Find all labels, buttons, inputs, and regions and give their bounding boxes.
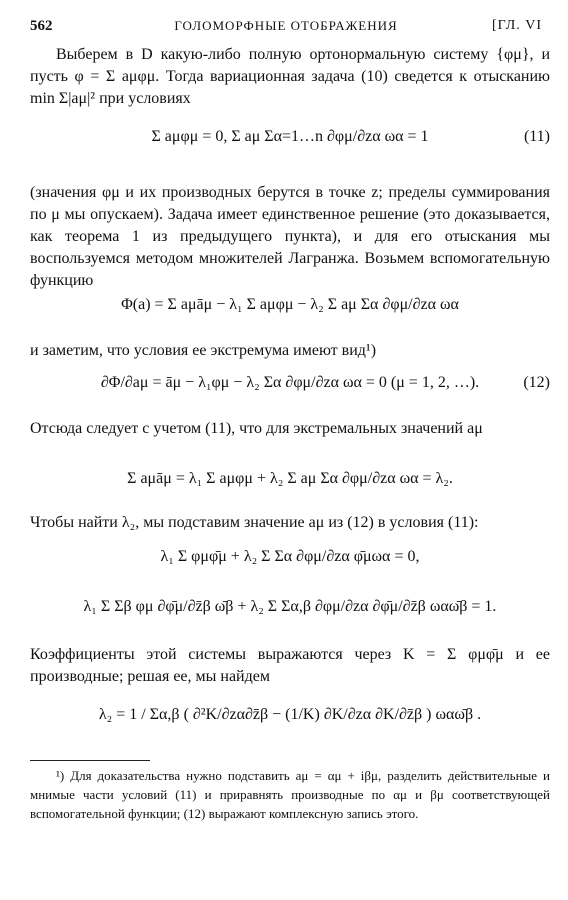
running-title: ГОЛОМОРФНЫЕ ОТОБРАЖЕНИЯ (174, 18, 398, 33)
equation-phi: Φ(a) = Σ aμāμ − λ₁ Σ aμφμ − λ₂ Σ aμ Σα ∂φμ/∂zα ωα (121, 296, 459, 313)
equation-11-number: (11) (523, 128, 550, 145)
paragraph-1: Выберем в D какую-либо полную ортонормальную систему {φμ}, и пусть φ = Σ aμφμ. Тогда вариационная задача (10) сведется к отысканию min Σ|aμ|² при условиях (30, 46, 550, 107)
footnote-rule (30, 760, 150, 761)
equation-12-number: (12) (523, 374, 550, 391)
chapter-label: [ГЛ. VI (492, 18, 542, 33)
paragraph-6: Коэффициенты этой системы выражаются через K = Σ φμφ̄μ и ее производные; решая ее, мы найдем (30, 646, 550, 685)
equation-12 (30, 374, 550, 392)
equation-11 (30, 128, 550, 146)
equation-16: λ₂ = 1 / Σα,β ( ∂²K/∂zα∂z̄β − (1/K) ∂K/∂zα ∂K/∂z̄β ) ωαω̄β . (98, 706, 482, 723)
paragraph-3: и заметим, что условия ее экстремума имеют вид¹) (30, 342, 377, 359)
equation-15: λ₁ Σ Σβ φμ ∂φ̄μ/∂z̄β ω̄β + λ₂ Σ Σα,β ∂φμ/∂zα ∂φ̄μ/∂z̄β ωαω̄β = 1. (83, 598, 497, 615)
equation-14: λ₁ Σ φμφ̄μ + λ₂ Σ Σα ∂φμ/∂zα φ̄μωα = 0, (160, 548, 420, 565)
paragraph-5: Чтобы найти λ₂, мы подставим значение aμ из (12) в условия (11): (30, 514, 479, 531)
footnote: ¹) Для доказательства нужно подставить aμ = αμ + iβμ, разделить действительные и мнимые части условий (11) и приравнять производные по αμ и βμ соответствующей вспомогательной функции; (12) выражают комплексную запись этого. (30, 768, 550, 821)
page-number: 562 (30, 18, 53, 34)
equation-11-body: Σ aμφμ = 0, Σ aμ Σα=1…n ∂φμ/∂zα ωα = 1 (151, 128, 429, 145)
equation-13: Σ aμāμ = λ₁ Σ aμφμ + λ₂ Σ aμ Σα ∂φμ/∂zα ωα = λ₂. (127, 470, 453, 487)
paragraph-2: (значения φμ и их производных берутся в точке z; пределы суммирования по μ мы опускаем). Задача имеет единственное решение (это доказывается, как теорема 1 из предыдущего пункта), и для его отыскания мы воспользуемся методом множителей Лагранжа. Возьмем вспомогательную функцию (30, 184, 550, 289)
page-header (30, 18, 542, 40)
equation-12-body: ∂Φ/∂aμ = āμ − λ₁φμ − λ₂ Σα ∂φμ/∂zα ωα = 0 (μ = 1, 2, …). (100, 374, 480, 391)
paragraph-4: Отсюда следует с учетом (11), что для экстремальных значений aμ (30, 420, 483, 437)
